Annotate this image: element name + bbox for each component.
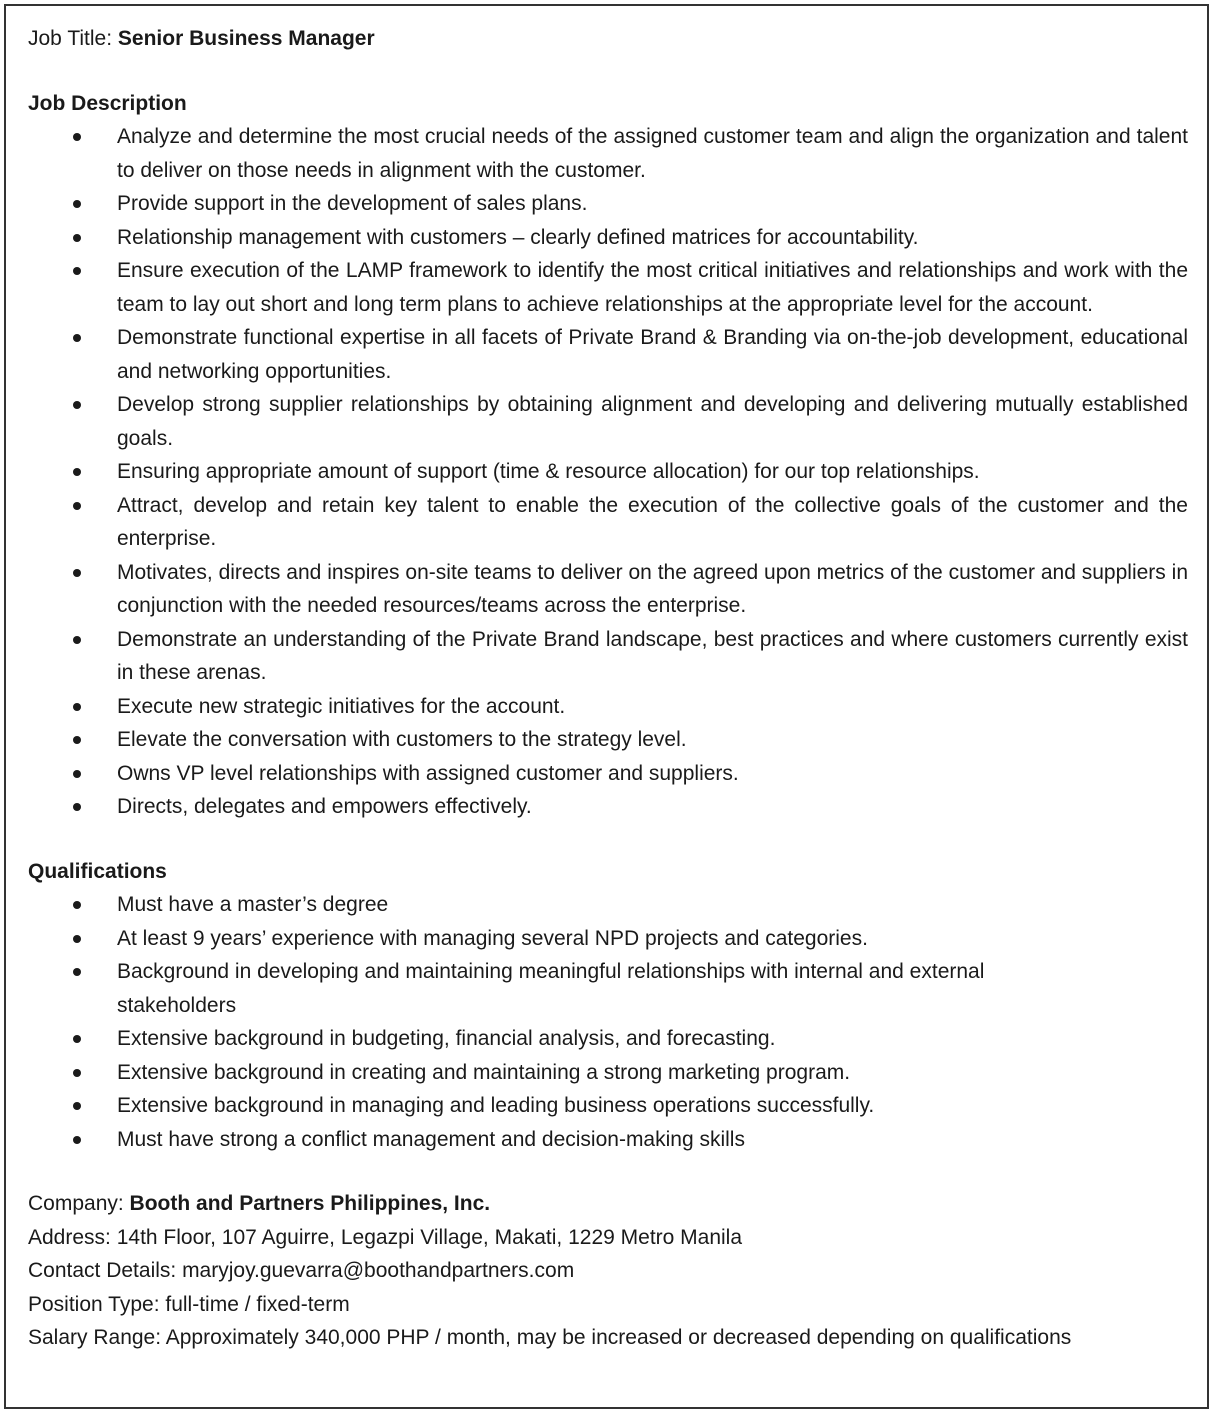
list-item [28, 888, 1188, 922]
bullet-icon [73, 1069, 81, 1077]
bullet-icon [73, 803, 81, 811]
list-item-text: Must have a master’s degree [117, 893, 389, 916]
list-item [28, 1089, 1188, 1123]
qualifications-heading: Qualifications [28, 859, 167, 883]
list-item-text: Extensive background in managing and leading business operations successfully. [117, 1094, 875, 1117]
job-description-list [28, 120, 1188, 824]
bullet-icon [73, 1035, 81, 1043]
list-item-text: Ensure execution of the LAMP framework to identify the most critical initiatives and relationships and work with the team to lay out short and long term plans to achieve relationships at the appropriate level for the account. [117, 259, 1188, 316]
list-item [28, 623, 1188, 690]
job-title-label: Job Title: [28, 27, 118, 50]
list-item [28, 790, 1188, 824]
address-line: Address: 14th Floor, 107 Aguirre, Legazpi Village, Makati, 1229 Metro Manila [28, 1225, 743, 1249]
list-item [28, 922, 1188, 956]
bullet-icon [73, 1102, 81, 1110]
list-item [28, 120, 1188, 187]
list-item [28, 955, 1188, 1022]
list-item [28, 388, 1188, 455]
bullet-icon [73, 770, 81, 778]
company-details [28, 1187, 1188, 1355]
contact-details-line: Contact Details: maryjoy.guevarra@boothandpartners.com [28, 1259, 575, 1282]
list-item-text: Extensive background in budgeting, financial analysis, and forecasting. [117, 1027, 776, 1050]
list-item [28, 1056, 1188, 1090]
bullet-icon [73, 636, 81, 644]
list-item-text: Demonstrate functional expertise in all facets of Private Brand & Branding via on-the-job development, educational and networking opportunities. [117, 326, 1188, 383]
bullet-icon [73, 200, 81, 208]
list-item [28, 1123, 1188, 1157]
bullet-icon [73, 502, 81, 510]
list-item [28, 556, 1188, 623]
bullet-icon [73, 401, 81, 409]
list-item-text: Directs, delegates and empowers effectively. [117, 795, 532, 818]
list-item-text: Analyze and determine the most crucial needs of the assigned customer team and align the organization and talent to deliver on those needs in alignment with the customer. [117, 125, 1188, 182]
list-item-text: Execute new strategic initiatives for the account. [117, 694, 566, 718]
bullet-icon [73, 569, 81, 577]
bullet-icon [73, 901, 81, 909]
bullet-icon [73, 468, 81, 476]
bullet-icon [73, 267, 81, 275]
company-name: Booth and Partners Philippines, Inc. [129, 1192, 491, 1215]
job-title-line [28, 22, 1188, 56]
list-item [28, 1022, 1188, 1056]
list-item-text: Attract, develop and retain key talent to enable the execution of the collective goals of the customer and the enterprise. [117, 493, 1188, 550]
bullet-icon [73, 133, 81, 141]
list-item [28, 723, 1188, 757]
bullet-icon [73, 234, 81, 242]
list-item-text: Motivates, directs and inspires on-site teams to deliver on the agreed upon metrics of the customer and suppliers in conjunction with the needed resources/teams across the enterprise. [117, 560, 1188, 617]
document-frame [4, 4, 1209, 1409]
company-line [28, 1187, 1188, 1221]
list-item-text: Extensive background in creating and maintaining a strong marketing program. [117, 1060, 851, 1084]
list-item-text: Background in developing and maintaining meaningful relationships with internal and external stakeholders [117, 960, 985, 1017]
bullet-icon [73, 703, 81, 711]
list-item-text: Demonstrate an understanding of the Private Brand landscape, best practices and where customers currently exist in these arenas. [117, 627, 1188, 684]
list-item-text: Develop strong supplier relationships by obtaining alignment and developing and delivering mutually established goals. [117, 393, 1188, 450]
qualifications-list [28, 888, 1188, 1156]
list-item-text: Provide support in the development of sales plans. [117, 192, 588, 215]
bullet-icon [73, 968, 81, 976]
company-label: Company: [28, 1192, 130, 1215]
list-item [28, 455, 1188, 489]
list-item [28, 254, 1188, 321]
list-item-text: Elevate the conversation with customers to the strategy level. [117, 728, 687, 751]
list-item [28, 757, 1188, 791]
bullet-icon [73, 736, 81, 744]
list-item [28, 489, 1188, 556]
list-item [28, 221, 1188, 255]
list-item-text: Relationship management with customers – clearly defined matrices for accountability. [117, 225, 919, 249]
job-posting [28, 22, 1188, 1355]
bullet-icon [73, 935, 81, 943]
list-item-text: Must have strong a conflict management and decision-making skills [117, 1127, 745, 1151]
list-item [28, 321, 1188, 388]
salary-range-line: Salary Range: Approximately 340,000 PHP / month, may be increased or decreased depending on qualifications [28, 1326, 1072, 1349]
list-item [28, 690, 1188, 724]
position-type-line: Position Type: full-time / fixed-term [28, 1292, 350, 1316]
list-item-text: Ensuring appropriate amount of support (time & resource allocation) for our top relationships. [117, 460, 980, 483]
job-title-value: Senior Business Manager [117, 27, 375, 50]
list-item-text: At least 9 years’ experience with managing several NPD projects and categories. [117, 926, 868, 950]
bullet-icon [73, 334, 81, 342]
job-description-heading: Job Description [28, 91, 187, 115]
bullet-icon [73, 1136, 81, 1144]
list-item-text: Owns VP level relationships with assigned customer and suppliers. [117, 761, 739, 785]
list-item [28, 187, 1188, 221]
